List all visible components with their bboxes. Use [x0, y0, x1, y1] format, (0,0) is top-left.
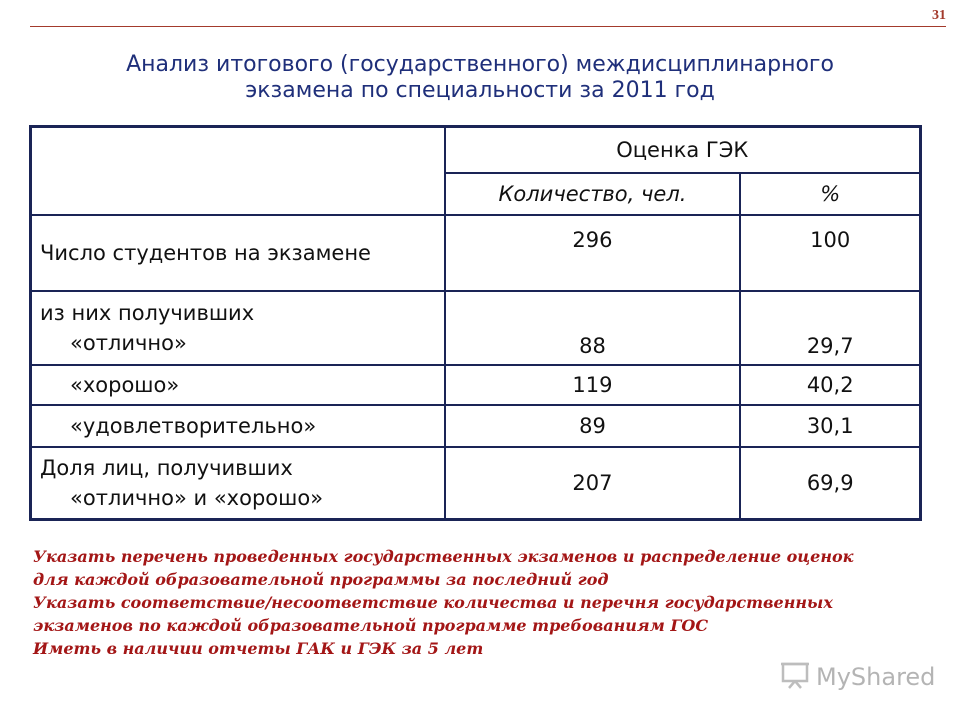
- row-label-line-1: из них получивших: [40, 300, 255, 325]
- row-percent: 29,7: [740, 291, 920, 365]
- row-count: 296: [445, 215, 741, 291]
- instruction-notes: [33, 545, 933, 660]
- title-line-1: Анализ итогового (государственного) междисциплинарного: [126, 52, 834, 77]
- header-group-cell: Оценка ГЭК: [445, 127, 921, 173]
- row-label-text: «хорошо»: [70, 372, 180, 397]
- row-label: [31, 405, 445, 447]
- header-count-cell: Количество, чел.: [445, 173, 741, 215]
- note-line: Указать перечень проведенных государственных экзаменов и распределение оценок: [33, 547, 854, 566]
- note-line: Иметь в наличии отчеты ГАК и ГЭК за 5 лет: [33, 639, 484, 658]
- row-label-line-1: Доля лиц, получивших: [40, 455, 293, 480]
- top-rule: [30, 26, 946, 27]
- row-count: 207: [445, 447, 741, 520]
- exam-results-table: [29, 125, 922, 521]
- row-count: 119: [445, 365, 741, 405]
- row-count: 89: [445, 405, 741, 447]
- table-row: [31, 405, 921, 447]
- title-line-2: экзамена по специальности за 2011 год: [245, 78, 715, 103]
- row-percent: 40,2: [740, 365, 920, 405]
- row-label: [31, 215, 445, 291]
- note-line: для каждой образовательной программы за последний год: [33, 570, 609, 589]
- table-row: [31, 365, 921, 405]
- table-row: [31, 447, 921, 520]
- row-percent: 69,9: [740, 447, 920, 520]
- row-label-line-2: «отлично»: [70, 330, 187, 355]
- row-count: 88: [445, 291, 741, 365]
- watermark-text: MyShared: [816, 663, 936, 691]
- row-label-text: Число студентов на экзамене: [40, 240, 371, 265]
- row-label-line-2: «отлично» и «хорошо»: [70, 485, 324, 510]
- watermark: [780, 660, 935, 694]
- note-line: экзаменов по каждой образовательной программе требованиям ГОС: [33, 616, 709, 635]
- row-label: [31, 447, 445, 520]
- presentation-board-icon: [780, 660, 810, 694]
- row-label-text: «удовлетворительно»: [70, 413, 317, 438]
- slide-title: [40, 52, 920, 104]
- row-percent: 100: [740, 215, 920, 291]
- row-percent: 30,1: [740, 405, 920, 447]
- header-empty-cell: [31, 127, 445, 215]
- header-percent-cell: %: [740, 173, 920, 215]
- table-row: [31, 215, 921, 291]
- page-number: 31: [932, 8, 946, 23]
- row-label: [31, 291, 445, 365]
- note-line: Указать соответствие/несоответствие количества и перечня государственных: [33, 593, 833, 612]
- table-row: [31, 291, 921, 365]
- row-label: [31, 365, 445, 405]
